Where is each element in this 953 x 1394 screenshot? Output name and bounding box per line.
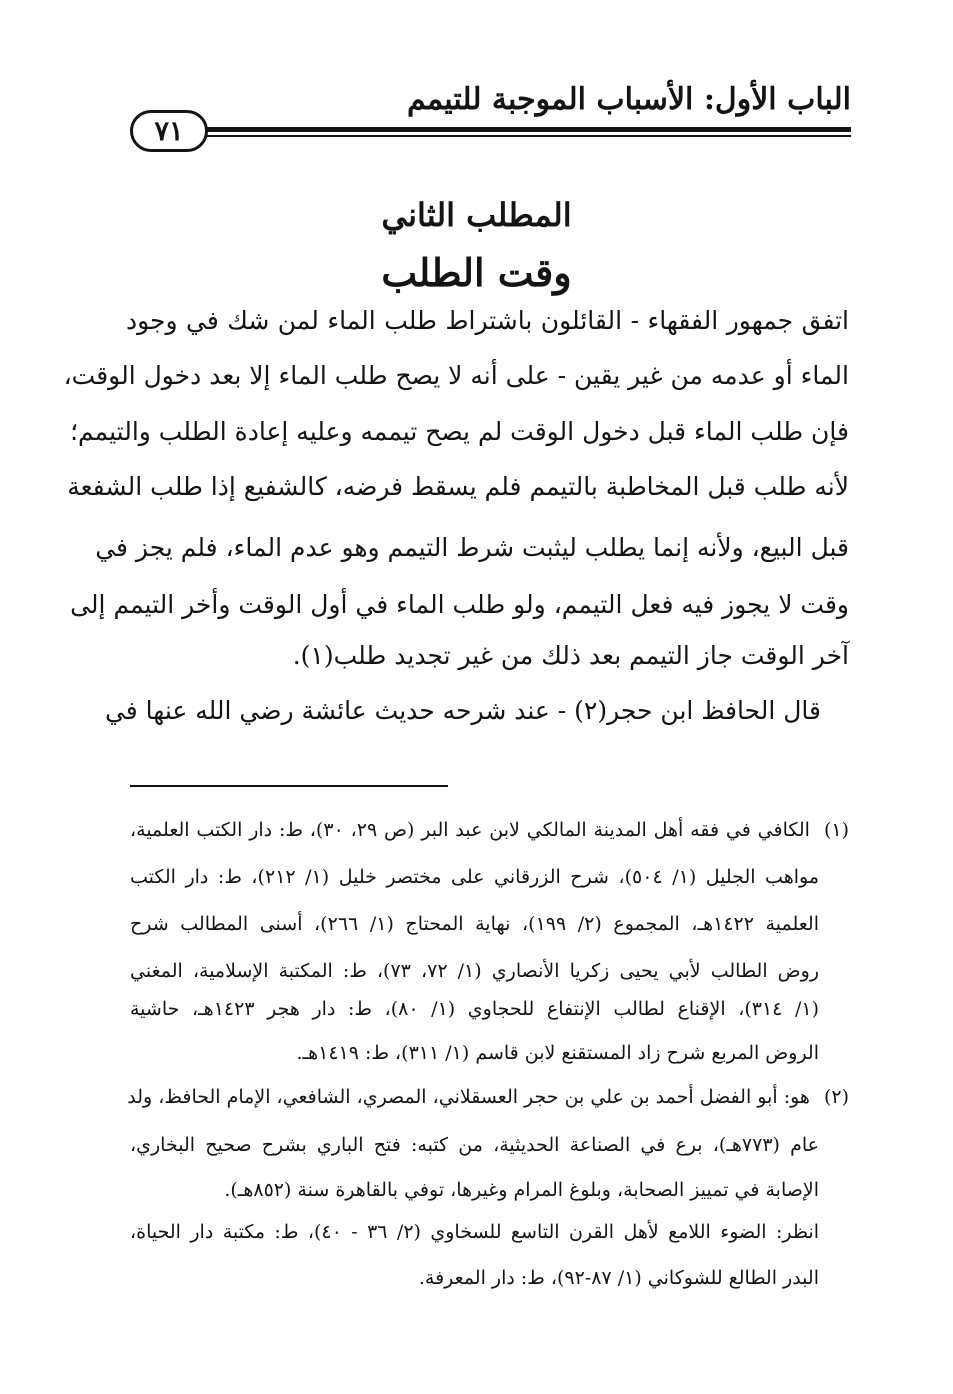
footnote-1-line: العلمية ١٤٢٢هـ، المجموع (٢/ ١٩٩)، نهاية المحتاج (١/ ٢٦٦)، أسنى المطالب شرح	[130, 913, 819, 935]
footnote-separator	[130, 785, 448, 787]
footnote-1-line: مواهب الجليل (١/ ٥٠٤)، شرح الزرقاني على مختصر خليل (١/ ٢١٢)، ط: دار الكتب	[130, 866, 819, 888]
body-line: الماء أو عدمه من غير يقين - على أنه لا يصح طلب الماء إلا بعد دخول الوقت،	[63, 361, 849, 390]
footnote-2-text: هو: أبو الفضل أحمد بن علي بن حجر العسقلاني، المصري، الشافعي، الإمام الحافظ، ولد	[127, 1086, 810, 1108]
footnote-2-line	[127, 1082, 849, 1112]
footnote-1-line: (١/ ٣١٤)، الإقناع لطالب الإنتفاع للحجاوي (١/ ٨٠)، ط: دار هجر ١٤٢٣هـ، حاشية	[130, 998, 820, 1020]
body-line: وقت لا يجوز فيه فعل التيمم، ولو طلب الماء في أول الوقت وأخر التيمم إلى	[70, 590, 849, 619]
footnote-1-line: الروض المربع شرح زاد المستقنع لابن قاسم (١/ ٣١١)، ط: ١٤١٩هـ.	[296, 1042, 819, 1064]
footnote-1-line: روض الطالب لأبي يحيى زكريا الأنصاري (١/ ٧٢، ٧٣)، ط: المكتبة الإسلامية، المغني	[130, 960, 820, 982]
body-line: لأنه طلب قبل المخاطبة بالتيمم فلم يسقط فرضه، كالشفيع إذا طلب الشفعة	[67, 472, 849, 501]
page-number: ٧١	[154, 115, 184, 147]
footnote-2-line: انظر: الضوء اللامع لأهل القرن التاسع للسخاوي (٢/ ٣٦ - ٤٠)، ط: مكتبة دار الحياة،	[130, 1221, 820, 1243]
page-number-badge	[130, 110, 208, 152]
header-rule-thick	[132, 127, 851, 132]
footnote-2-line: عام (٧٧٣هـ)، برع في الصناعة الحديثية، من كتبه: فتح الباري بشرح صحيح البخاري،	[130, 1134, 820, 1156]
body-line: فإن طلب الماء قبل دخول الوقت لم يصح تيممه وعليه إعادة الطلب والتيمم؛	[70, 417, 849, 446]
footnote-1-number: (١)	[823, 819, 849, 841]
body-line: اتفق جمهور الفقهاء - القائلون باشتراط طلب الماء لمن شك في وجود	[126, 306, 849, 335]
body-line: قبل البيع، ولأنه إنما يطلب ليثبت شرط التيمم وهو عدم الماء، فلم يجز في	[95, 533, 849, 562]
body-line: قال الحافظ ابن حجر(٢) - عند شرحه حديث عائشة رضي الله عنها في	[104, 696, 821, 725]
footnote-1-line	[130, 815, 849, 845]
header-rule-thin	[132, 135, 851, 137]
footnote-2-number: (٢)	[823, 1086, 849, 1108]
footnote-2-line: البدر الطالع للشوكاني (١/ ٨٧-٩٢)، ط: دار المعرفة.	[418, 1267, 819, 1289]
footnote-2-line: الإصابة في تمييز الصحابة، وبلوغ المرام وغيرها، توفي بالقاهرة سنة (٨٥٢هـ).	[224, 1179, 819, 1201]
section-title: وقت الطلب	[381, 250, 572, 295]
body-line: آخر الوقت جاز التيمم بعد ذلك من غير تجديد طلب(١).	[292, 641, 849, 670]
footnote-1-text: الكافي في فقه أهل المدينة المالكي لابن عبد البر (ص ٢٩، ٣٠)، ط: دار الكتب العلمية،	[130, 819, 810, 841]
section-label: المطلب الثاني	[381, 196, 572, 234]
running-header-title: الباب الأول: الأسباب الموجبة للتيمم	[407, 82, 851, 117]
